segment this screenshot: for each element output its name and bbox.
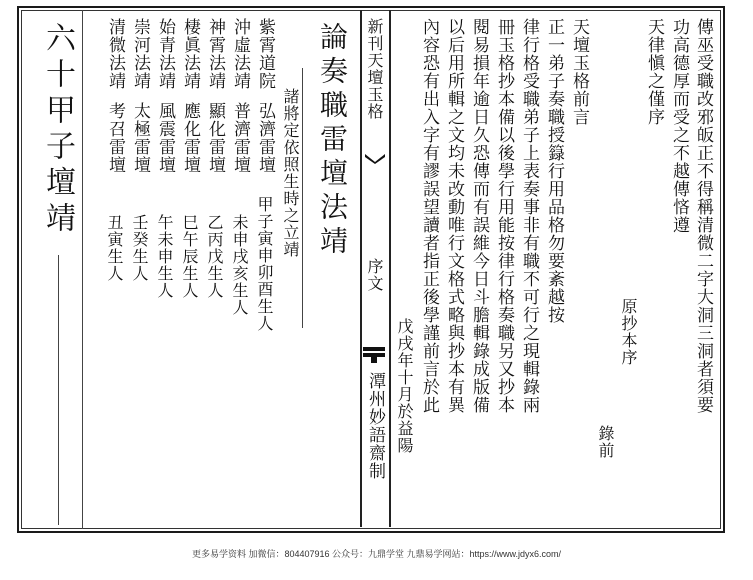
entry-range: 壬癸生人 [130,214,149,282]
preface-line-2: 功高德厚而受之不越傳悋遵 [669,18,689,234]
entry-name: 神霄法靖 [205,18,225,90]
entry-range: 午未申生人 [155,214,174,299]
heading-tail-line [58,255,59,525]
watermark-footer [0,547,753,580]
entry-value: 考召雷壇 [105,102,125,174]
entry-value: 普濟雷壇 [230,102,250,174]
foreword-date: 戊戌年十月於益陽 [395,318,414,454]
intro-line: 諸將定依照生時之立靖 [281,88,300,258]
section-label-preface: 序文 [365,258,384,292]
book-title-center: 新刊天壇玉格 [365,18,384,120]
foreword-line-6: 內容恐有出入字有謬誤望讀者指正後學謹前言於此 [419,18,439,414]
entry-range: 未申戌亥生人 [230,214,249,316]
preface-line-1: 傳巫受職改邪皈正不得稱清微二字大洞三洞者須要 [693,18,713,414]
center-rule-right [360,10,362,527]
title-divider [302,68,303,328]
preface-record-label: 錄前 [596,425,615,459]
entry-range: 丑寅生人 [105,214,124,282]
entry-value: 弘濟雷壇 [255,102,275,174]
foreword-line-5: 以后用所輯之文均未改動唯行文格式略與抄本有異 [444,18,464,414]
publisher-imprint: 潭州妙語齋制 [365,372,385,480]
block-mark [363,347,385,363]
entry-range: 巳午辰生人 [180,214,199,299]
entry-value: 風震雷壇 [155,102,175,174]
preface-source-label: 原抄本序 [619,298,638,366]
entry-range: 乙丙戊生人 [205,214,224,299]
main-title: 論奏職雷壇法靖 [316,22,349,260]
foreword-line-3: 冊玉格抄本備以後學行用能按律行格奏職另又抄本 [494,18,514,414]
preface-line-3: 天律愼之僅序 [644,18,664,126]
center-rule-left [389,10,391,527]
foreword-line-2: 律行格受職弟子上表奏事非有職不可行之現輯錄兩 [519,18,539,414]
foreword-line-1: 正一弟子奏職授籙行用品格勿要紊越按 [544,18,564,324]
entry-value: 顯化雷壇 [205,102,225,174]
entry-range: 甲子寅申卯酉生人 [255,196,274,332]
entry-name: 紫霄道院 [255,18,275,90]
footer-text: 更多易学资料 加微信：804407916 公众号：九鼎学堂 九鼎易学网站：https://www.jdyx6.com/ [191,549,562,559]
fishtail-mark [364,152,386,164]
entry-name: 始青法靖 [155,18,175,90]
entry-name: 沖虛法靖 [230,18,250,90]
entry-value: 太極雷壇 [130,102,150,174]
section-heading: 六十甲子壇靖 [40,22,75,238]
entry-name: 棲眞法靖 [180,18,200,90]
foreword-title: 天壇玉格前言 [569,18,589,126]
foreword-line-4: 閱易損年逾日久恐傳而有誤維今日斗膽輯錄成版備 [469,18,489,414]
heading-divider [82,10,83,529]
entry-name: 崇河法靖 [130,18,150,90]
entry-value: 應化雷壇 [180,102,200,174]
entry-name: 清微法靖 [105,18,125,90]
